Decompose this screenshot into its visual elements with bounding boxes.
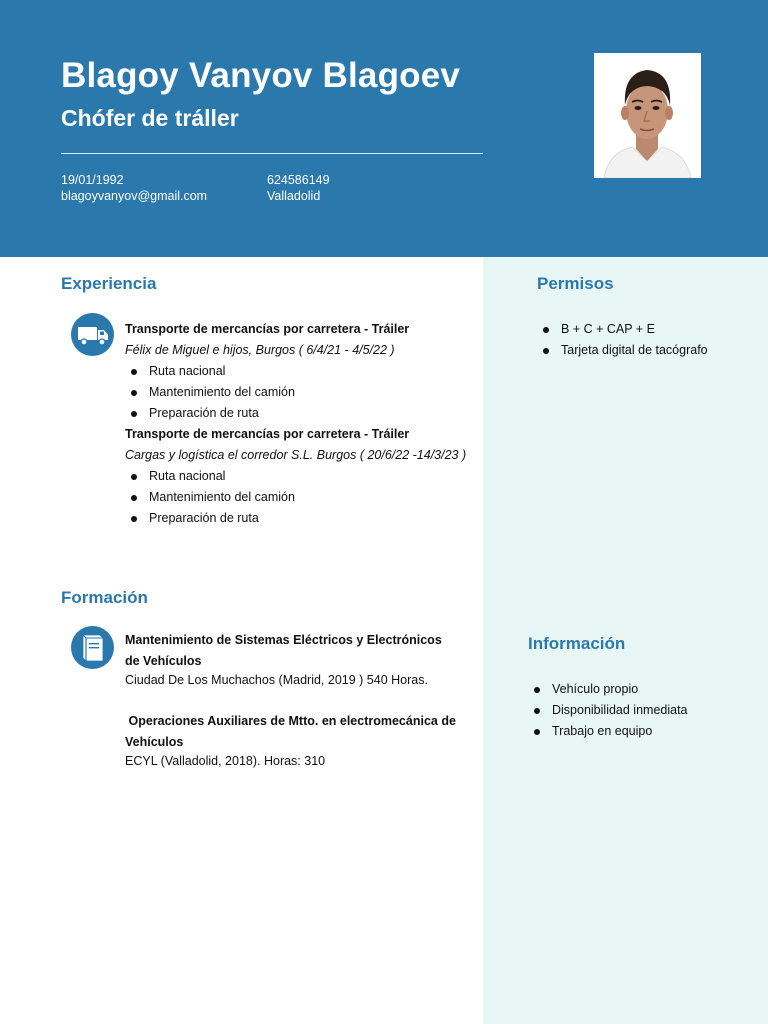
- list-item: Vehículo propio: [528, 679, 688, 700]
- list-item: Ruta nacional: [125, 466, 295, 487]
- email[interactable]: blagoyvanyov@gmail.com: [61, 189, 208, 203]
- job-1-title: Transporte de mercancías por carretera - Tráiler: [125, 322, 410, 336]
- job-2-title: Transporte de mercancías por carretera - Tráiler: [125, 427, 410, 441]
- job-2-company: Cargas y logística el corredor S.L. Burgos ( 20/6/22 -14/3/23 ): [125, 448, 467, 462]
- education-1-title: [125, 630, 442, 672]
- list-item: Mantenimiento del camión: [125, 382, 295, 403]
- sidebar-panel: [483, 257, 768, 1024]
- education-2-title: [125, 711, 456, 753]
- header-divider: [61, 153, 483, 154]
- birthdate: 19/01/1992: [61, 173, 124, 187]
- contact-column-left: [61, 172, 207, 204]
- info-heading: Información: [528, 634, 626, 653]
- education-1-place: Ciudad De Los Muchachos (Madrid, 2019 ) 540 Horas.: [125, 673, 428, 687]
- list-item: Tarjeta digital de tacógrafo: [537, 340, 708, 361]
- permits-list: [537, 319, 708, 361]
- education-2-title-line1: Operaciones Auxiliares de Mtto. en electromecánica de: [125, 714, 456, 728]
- permits-heading: Permisos: [537, 274, 614, 293]
- list-item: Ruta nacional: [125, 361, 295, 382]
- education-2-place: ECYL (Valladolid, 2018). Horas: 310: [125, 754, 326, 768]
- job-1-company: Félix de Miguel e hijos, Burgos ( 6/4/21 - 4/5/22 ): [125, 343, 395, 357]
- education-2-title-line2: Vehículos: [125, 735, 184, 749]
- job-1-task-list: [125, 361, 295, 424]
- list-item: Trabajo en equipo: [528, 721, 688, 742]
- list-item: Disponibilidad inmediata: [528, 700, 688, 721]
- education-1-title-line1: Mantenimiento de Sistemas Eléctricos y Electrónicos: [125, 633, 442, 647]
- book-icon: [71, 626, 114, 669]
- profile-photo: [594, 53, 701, 178]
- list-item: Mantenimiento del camión: [125, 487, 295, 508]
- truck-icon: [71, 313, 114, 356]
- job-role: Chófer de tráller: [61, 105, 239, 131]
- contact-column-right: [267, 172, 330, 204]
- list-item: Preparación de ruta: [125, 403, 295, 424]
- header-banner: [0, 0, 768, 257]
- education-1-title-line2: de Vehículos: [125, 654, 202, 668]
- city: Valladolid: [267, 189, 321, 203]
- info-list: [528, 679, 688, 742]
- experience-heading: Experiencia: [61, 274, 157, 293]
- candidate-name: Blagoy Vanyov Blagoev: [61, 56, 461, 95]
- phone[interactable]: 624586149: [267, 173, 330, 187]
- education-heading: Formación: [61, 588, 148, 607]
- list-item: B + C + CAP + E: [537, 319, 708, 340]
- list-item: Preparación de ruta: [125, 508, 295, 529]
- job-2-task-list: [125, 466, 295, 529]
